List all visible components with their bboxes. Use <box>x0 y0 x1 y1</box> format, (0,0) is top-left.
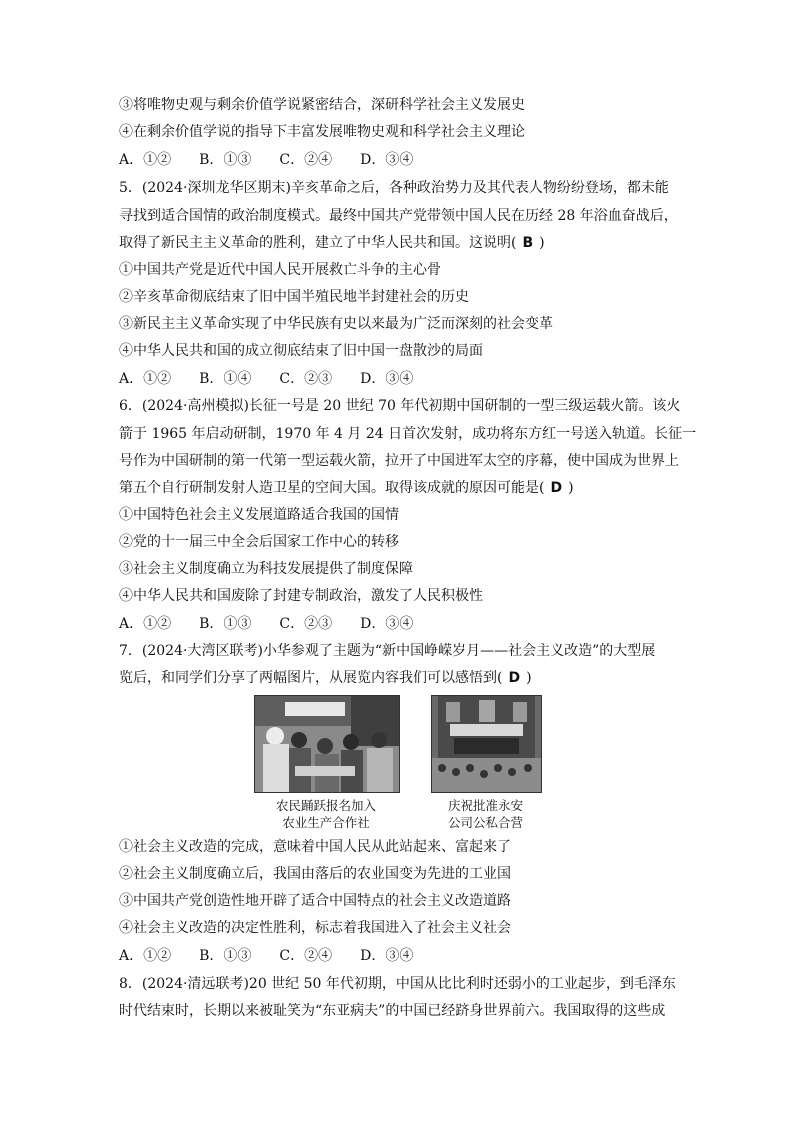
q8-stem-1: 8．(2024·清远联考)20 世纪 50 年代初期，中国从比比利时还弱小的工业起步，到毛泽东 <box>119 976 676 992</box>
photo-wingon-image <box>432 696 541 792</box>
q7-options <box>119 947 441 965</box>
q6-stem-2: 箭于 1965 年启动研制，1970 年 4 月 24 日首次发射，成功将东方红一号送入轨道。长征一 <box>119 426 697 442</box>
photo-wingon-company <box>431 695 542 793</box>
q5-paren: ) <box>539 235 545 251</box>
option-b: B．①④ <box>199 371 252 387</box>
q5-item-4: ④中华人民共和国的成立彻底结束了旧中国一盘散沙的局面 <box>119 343 483 359</box>
q5-options <box>119 370 441 388</box>
option-b: B．①③ <box>199 152 252 168</box>
q6-stem-text: 第五个自行研制发射人造卫星的空间大国。取得该成就的原因可能是( <box>119 480 545 496</box>
option-d: D．③④ <box>360 616 414 632</box>
caption-photo2-line2: 公司公私合营 <box>447 815 523 830</box>
line-q4-item4: ④在剩余价值学说的指导下丰富发展唯物史观和科学社会主义理论 <box>119 124 525 140</box>
q5-stem-2: 寻找到适合国情的政治制度模式。最终中国共产党带领中国人民在历经 28 年浴血奋战后， <box>119 208 678 224</box>
q4-options <box>119 151 441 169</box>
q6-answer: D <box>550 480 563 496</box>
q6-item-2: ②党的十一届三中全会后国家工作中心的转移 <box>119 534 399 550</box>
q5-item-3: ③新民主主义革命实现了中华民族有史以来最为广泛而深刻的社会变革 <box>119 316 553 332</box>
q5-item-2: ②辛亥革命彻底结束了旧中国半殖民地半封建社会的历史 <box>119 289 469 305</box>
q6-item-1: ①中国特色社会主义发展道路适合我国的国情 <box>119 507 399 523</box>
option-a: A．①② <box>119 616 172 632</box>
q8-stem-2: 时代结束时，长期以来被耻笑为“东亚病夫”的中国已经跻身世界前六。我国取得的这些成 <box>119 1003 666 1019</box>
q6-paren: ) <box>568 480 574 496</box>
photo-farmers-cooperative <box>254 695 400 793</box>
option-d: D．③④ <box>360 948 414 964</box>
option-c: C．②④ <box>279 152 333 168</box>
option-c: C．②③ <box>279 616 333 632</box>
q7-paren: ) <box>526 670 532 686</box>
q7-stem-1: 7．(2024·大湾区联考)小华参观了主题为“新中国峥嵘岁月——社会主义改造”的大型展 <box>119 643 656 659</box>
q6-stem-3: 号作为中国研制的第一代第一型运载火箭，拉开了中国进军太空的序幕，使中国成为世界上 <box>119 453 679 469</box>
q7-stem-2 <box>119 669 532 687</box>
q5-stem-1: 5．(2024·深圳龙华区期末)辛亥革命之后，各种政治势力及其代表人物纷纷登场，都未能 <box>119 180 669 196</box>
option-d: D．③④ <box>360 371 414 387</box>
caption-photo2 <box>421 797 550 831</box>
q5-stem-text: 取得了新民主主义革命的胜利，建立了中华人民共和国。这说明( <box>119 235 517 251</box>
q7-stem-text: 览后，和同学们分享了两幅图片，从展览内容我们可以感悟到( <box>119 670 503 686</box>
q5-item-1: ①中国共产党是近代中国人民开展救亡斗争的主心骨 <box>119 262 441 278</box>
q7-answer: D <box>508 670 521 686</box>
option-c: C．②③ <box>279 371 333 387</box>
q6-options <box>119 615 441 633</box>
option-c: C．②④ <box>279 948 333 964</box>
option-a: A．①② <box>119 152 172 168</box>
option-d: D．③④ <box>360 152 414 168</box>
caption-photo1-line1: 农民踊跃报名加入 <box>275 798 376 813</box>
caption-photo2-line1: 庆祝批准永安 <box>447 798 523 813</box>
line-q4-item3: ③将唯物史观与剩余价值学说紧密结合，深研科学社会主义发展史 <box>119 97 525 113</box>
photo-farmers-image <box>255 696 399 792</box>
option-b: B．①③ <box>199 948 252 964</box>
q6-item-4: ④中华人民共和国废除了封建专制政治，激发了人民积极性 <box>119 588 483 604</box>
option-a: A．①② <box>119 948 172 964</box>
q5-answer: B <box>522 235 534 251</box>
q6-stem-4 <box>119 479 574 497</box>
q7-item-4: ④社会主义改造的决定性胜利，标志着我国进入了社会主义社会 <box>119 920 511 936</box>
caption-photo1-line2: 农业生产合作社 <box>282 815 370 830</box>
q7-item-1: ①社会主义改造的完成，意味着中国人民从此站起来、富起来了 <box>119 839 511 855</box>
q7-item-3: ③中国共产党创造性地开辟了适合中国特点的社会主义改造道路 <box>119 893 511 909</box>
q5-stem-3 <box>119 234 545 252</box>
caption-photo1 <box>254 797 398 831</box>
option-a: A．①② <box>119 371 172 387</box>
option-b: B．①③ <box>199 616 252 632</box>
q6-stem-1: 6．(2024·高州模拟)长征一号是 20 世纪 70 年代初期中国研制的一型三级运载火箭。该火 <box>119 398 681 414</box>
q7-item-2: ②社会主义制度确立后，我国由落后的农业国变为先进的工业国 <box>119 866 511 882</box>
q6-item-3: ③社会主义制度确立为科技发展提供了制度保障 <box>119 561 413 577</box>
